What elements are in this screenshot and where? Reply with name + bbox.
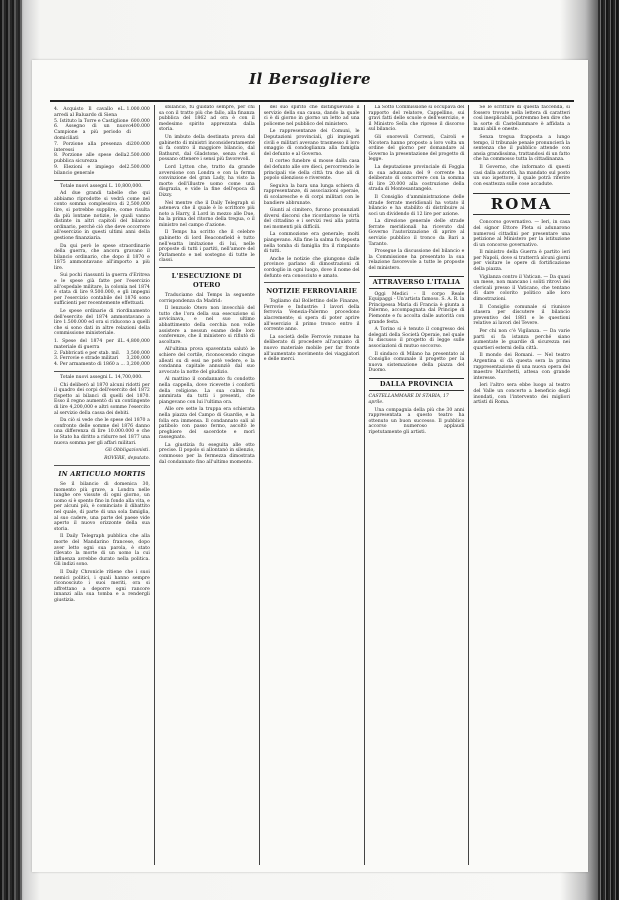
paragraph: Un imbuto della destinata prova dal gabinetto di ministri inconsideratamente si fa contro il maggiore bilancio, dal Bathurst, dal Gladstone, senza che si possano ottenere i sensi più favorevoli.: [158, 134, 255, 163]
section-heading-roma: ROMA: [473, 193, 570, 215]
section-rule: [159, 267, 255, 268]
column-3: [260, 105, 365, 865]
paragraph: Le spese ordinarie di riordinamento dell'esercito del 1874 ammontavano a lire 1.500.000 ed ora si riducono a quelli che si sono dati in altre relazioni della commissione ministeriale.: [54, 309, 150, 337]
paragraph: Il Consiglio d'amministrazione delle strade ferrate meridionali ha votato il bilancio e ha stabilito di distribuire ai soci un dividendo di 12 lire per azione.: [368, 194, 465, 217]
paragraph: Sui pochi riassunti la guerra d'Eritrea e le spese già fatte per l'esercizio all'ospedale militare, la colonia nel 1874 è stata di lire 9.500.000, e gli impegni per l'esercizio contabile del 1876 sono sufficienti per recentemente effettuati.: [54, 273, 150, 307]
paragraph: Lord Lytton che, tratto da grande avversione con Londra e con la ferma convinzione del gran Lady, ha visto la morte dell'illustre uomo come una disgrazia, e vide la fine dell'epoca di Dizzy.: [158, 164, 255, 198]
ledger-rule: [54, 371, 150, 372]
section-heading-in-articulo-mortis: IN ARTICULO MORTIS: [58, 470, 146, 479]
header-rule: [50, 100, 574, 102]
paragraph-intro: Traduciamo dal Temps la seguente corrispondenza da Madrid:: [158, 293, 255, 304]
paragraph: La deputazione provinciale di Foggia in sua adunanza del 9 corrente ha deliberato di concorrere con la somma di lire 20.000 alla costruzione della strada di Montesantangelo.: [368, 164, 465, 193]
section-heading-esecuzione-otero: L'ESECUZIONE DI OTERO: [171, 272, 242, 290]
paragraph: Da ciò si vede che le spese del 1870 a confronto delle somme del 1876 danno una differenza di lire 10.000.000 e che lo Stato ha diritto a ridurre nel 1877 una nuova somma per gli affari militari.: [54, 418, 150, 446]
signature-name: ROVERE, deputato.: [104, 456, 150, 462]
paragraph: Ad due grandi tabelle che qui abbiamo riprodotte si vedrà come nel conto somma complessiva di 2,500,000 lire, si potrebbe supplire, come risulta da più lontane notizie, le quali vanno distinte in altri capitoli del bilancio ordinario, perchè ciò che deve occorrere all'esercizio in questi ultimi anni della gestione finanziaria.: [54, 191, 150, 241]
paragraph: Il Governo, che informato di questi casi dalla autorità, ha mandato sul posto un suo ispettore, il quale potrà riferire con esattezza sulle cose accadute.: [473, 164, 570, 187]
paragraph: Anche le notizie che giungono dalle province parlano di dimostrazioni di cordoglio in ogni luogo, dove il nome del defunto era conosciuto e amato.: [263, 256, 360, 279]
signature-line: Gli Obbligazionisti.: [105, 448, 150, 454]
ledger-row: 4. Per armamento di 1860 a ... 3,200,000: [54, 362, 150, 368]
paragraph: sbilancio, fu guidato sempre, per chi sa con il tratto più che fallo, alla finanza pubblica del 1862 ad ora è con il medesimo spirito apprezzata dalla storia.: [158, 105, 255, 133]
paragraph: A Torino si è tenuto il congresso dei delegati della Società Operaie, nel quale fu discusso il progetto di legge sulle associazioni di mutuo soccorso.: [368, 327, 465, 349]
paragraph: Da qui però le spese straordinarie della guerra, che ancora gravano il bilancio ordinario, che dopo il 1870 e 1875 ammontavano all'importo a più lire.: [54, 243, 150, 271]
paragraph: Ieri l'altro sera ebbe luogo al teatro del Valle un concerto a beneficio degli inondati, con l'intervento dei migliori artisti di Roma.: [473, 383, 570, 406]
paragraph: Una compagnia della più che 30 anni rappresentata a questo teatro ha ottenuto un buon successo. Il pubblico accorso numeroso applaudì ripetutamente gli artisti.: [368, 407, 465, 435]
ledger-row: 4. Acquisto Il cavallo e arredi al Baluardo di Siena L. 1.000.000: [54, 107, 150, 118]
ledger-row: 5. Istituto la Torre e Castiglione 600.000: [54, 118, 150, 124]
budget-ledger-mid: [54, 339, 150, 368]
paragraph: Giunti al cimitero, furono pronunziati diversi discorsi che ricordarono le virtù del cittadino e i servizi resi alla patria nei momenti più difficili.: [263, 208, 360, 230]
book-spine-right: [598, 0, 619, 900]
paragraph: Il mondo dei Romani. — Nel teatro Argentina si dà questa sera la prima rappresentazione di una nuova opera del maestro Marchetti, attesa con grande interesse.: [473, 353, 570, 381]
paragraph: La direzione generale delle strade ferrate meridionali ha ricevuto dal Governo l'autorizzazione di aprire al servizio pubblico il tronco da Bari a Taranto.: [368, 219, 465, 247]
ledger-total: Totale nuovi assegni L. 14,700,000.: [60, 374, 143, 380]
paragraph: La giustizia fu eseguita alle otto precise. Il popolo si allontanò in silenzio, commosso per la fermezza dimostrata dal condannato fino all'ultimo momento.: [158, 442, 255, 465]
paragraph: Se il bilancio di domenica 30, momento più grave, a Londra nelle lunghe ore vissute di ogni giorno, un uomo si è spento fino in fondo alla vita, e per alcuni più, è cominciato il dibattito nel quale, di parte di una sola famiglia, al suo cadere, una parte del paese vide aperto il nuovo orizzonte della sua storia.: [54, 482, 150, 532]
ledger-total: Totale nuovi assegni L. 10,800,000.: [60, 183, 143, 189]
paragraph: Alle ore sette la truppa era schierata nella piazza del Campo di Guardie, e la folla era immensa. Il condannato salì al patibolo con passo fermo, ascoltò le preghiere del sacerdote e morì rassegnato.: [158, 407, 255, 441]
paragraph: Il lenzuolo Otero non invecchiò del tutto che l'ora della sua esecuzione si avvicinava, e nel suo ultimo abbattimento della cerchia non volle assistere a nessun esame delle loro conferenze, che il ministero si rifiutò di ascoltare.: [158, 306, 255, 345]
section-rule: [54, 465, 150, 466]
paragraph: Per chi non c'è Vigilanza. — Da varie parti si fa istanza perché siano aumentate le guardie di sicurezza nei quartieri esterni della città.: [473, 329, 570, 351]
paragraph: Il Consiglio comunale si riunisce stasera per discutere il bilancio preventivo del 1881 e le questioni relative ai lavori del Tevere.: [473, 304, 570, 327]
paragraph: Il ministro della Guerra è partito ieri per Napoli, dove si tratterrà alcuni giorni per visitare le opere di fortificazione della piazza.: [473, 250, 570, 273]
ledger-row: 8. Porzione alle spese della pubblica sicurezza 2.500.000: [54, 153, 150, 165]
column-4: [365, 105, 470, 865]
ledger-rule: [54, 180, 150, 181]
column-5: [469, 105, 574, 865]
paragraph: Nel mentre che il Daily Telegraph si asteneva che il quale è lo scrittore più noto a Harry, il Lord in mezzo alle Due, ha la prima del ritorno della tregua, o il ministro nel campo d'azione.: [158, 200, 255, 228]
ledger-row: 1. Spese del 1874 per il materiale di guerra L. 4,800,000: [54, 339, 150, 350]
paragraph: Seguiva la bara una lunga schiera di rappresentanze, di associazioni operaie, di scolaresche e di corpi militari con le bandiere abbrunate.: [263, 183, 360, 206]
paragraph: La Sotto Commissione si occupava del rapporto del relatore, Cappellino, sui gravi fatti delle scuole e dell'esercizio, e il Ministro Sella che riprese il discorso sul bilancio.: [368, 105, 465, 133]
paragraph: Il Daily Chronicle ritiene che i suoi nemici politici, i quali hanno sempre riconosciuto i suoi meriti, ora si affrettano a deporre ogni rancore innanzi alla sua tomba e a rendergli giustizia.: [54, 570, 150, 603]
ledger-row: 2. Fabbricati e per stab. mil. 3,500,000: [54, 350, 150, 356]
paragraph: Vigilanza contro il Vatican. — Da quasi un mese, non mancano i soliti ritrovi dei clericali presso il Vaticano, che tentano di dare colorito politico alle loro dimostrazioni.: [473, 274, 570, 303]
section-heading-dalla-provincia: DALLA PROVINCIA: [369, 378, 465, 391]
paragraph: Oggi Medici - Il corpo Reale Equipaggi - Un'artista famoso. S. A. R. la Principessa Maria di Francia è giunta a Palermo, accompagnata dal Principe di Piemonte e fu accolta dalle autorità con grande festa.: [368, 291, 465, 325]
paragraph: Il sindaco di Milano ha presentato al Consiglio comunale il progetto per la nuova sistemazione della piazza del Duomo.: [368, 351, 465, 374]
paragraph: La società delle Ferrovie romane ha deliberato di procedere all'acquisto di nuovo materiale mobile per far fronte all'aumentato movimento dei viaggiatori e delle merci.: [263, 334, 360, 363]
paragraph: Il corteo funebre si mosse dalla casa del defunto alle ore dieci, percorrendo le principali vie della città tra due ali di popolo silenzioso e riverente.: [263, 159, 360, 182]
dateline: CASTELLAMMARE DI STABIA, 17 aprile.: [368, 393, 449, 405]
paragraph: Togliamo dal Bollettino delle Finanze, Ferrovie e Industrie: I lavori della ferrovia Venezia-Palermo procedono alacremente; si spera di poter aprire all'esercizio il primo tronco entro il corrente anno.: [263, 299, 360, 333]
ledger-row: 3. Ferrovie e strade militari 3,200,000: [54, 356, 150, 362]
paragraph: Se le scritture di questa faccenda, si fossero trovate nella lettera di caratteri così inesplicabili, potremmo ben dire che la sorte di Castellammare è affidata a mani abili e oneste.: [473, 105, 570, 133]
paragraph: La commozione era generale; molti piangevano. Alla fine la salma fu deposta nella tomba di famiglia fra il rimpianto di tutti.: [263, 232, 360, 255]
paragraph: Al mattino il condannato fu condotto nella cappella, dove ricevette i conforti della religione. La sua calma fu ammirata da tutti i presenti, che piangevano con lui l'ultima ora.: [158, 377, 255, 405]
section-heading-attraverso-italia: ATTRAVERSO L'ITALIA: [369, 276, 465, 289]
newspaper-page: [32, 60, 588, 872]
column-2: [155, 105, 260, 865]
ledger-row: 7. Porzione alla presenza di interessi 200.000: [54, 141, 150, 153]
paragraph: Gli onorevoli Correnti, Cairoli e Nicotera hanno proposto a loro volta un ordine del giorno per domandare al Governo la presentazione del progetto di legge.: [368, 134, 465, 163]
ledger-row: 6. Assegno di un nuovo Campione a più periodo di domiciliati 400.000: [54, 124, 150, 141]
masthead-title: Il Bersagliere: [248, 70, 372, 88]
article-columns: [50, 105, 574, 865]
page-header: [32, 60, 588, 94]
paragraph: Le rappresentanze dei Comuni, le Deputazioni provinciali, gli impiegati civili e militari avevano trasmesso il loro omaggio di condoglianza alla famiglia del defunto e al Governo.: [263, 129, 360, 157]
ledger-row: 9. Elezioni e impiego del bilancio generale 2.500.000: [54, 164, 150, 176]
section-rule: [264, 282, 360, 283]
paragraph: del suo spirito che distinguevano il servizio della sua causa, dando la quale ci è di giorno in giorno un letto ad una policeme nel pubblico del ministero.: [263, 105, 360, 127]
paragraph: All'ultima prova spaventata salutò le schiere del cortile, riconoscendo cinque alleati su di essi ne potè vedere, e la condanna capitale annunziò dal suo avvocato la notte del giudizio.: [158, 347, 255, 375]
paragraph: Prosegue la discussione del bilancio e la Commissione ha presentato la sua relazione favorevole a tutte le proposte del ministero.: [368, 249, 465, 272]
section-heading-notizie-ferroviarie: NOTIZIE FERROVIARIE: [266, 287, 357, 296]
column-1: [50, 105, 155, 865]
paragraph: Il Daily Telegraph pubblica che alla morte del Mandarino francese, dopo aver letto ogni sua parola, è stato rilevato la morte di un uomo la cui influenza avrebbe durato nella politica. Gli indizi sono.: [54, 534, 150, 568]
budget-ledger-top: [54, 107, 150, 177]
paragraph: Concorso governativo. — Ieri, in casa del signor Ettore Pleta si adunarono numerosi cittadini per presentare una petizione al Ministero per la istituzione di un concorso governativo.: [473, 220, 570, 248]
book-spine-left: [0, 0, 22, 900]
paragraph: Senza tregua frapposta a lungo tempo, il tribunale penale pronuncierà la sentenza che il pubblico attende con ansia grandissima, trattandosi di un fatto che ha commosso tutta la cittadinanza.: [473, 134, 570, 163]
paragraph: Il Temps ha scritto che il celebre gabinetto di lord Beaconsfield è tutto nell'esatta imitazione di lui, nelle proposte di tutti i partiti, nell'amore del Parlamento e nel sostegno di tutte le classi.: [158, 230, 255, 264]
paragraph: Chi deliberò al 1870 alcuni ridotti per il quadro dei corpi dell'esercito del 1872 rispetto ai bilanci di quelli del 1870. Esso il regno aumentò di un contingente di lire 4,200,000 e altri somme l'esercito al servizio della cassa dei debiti.: [54, 382, 150, 416]
